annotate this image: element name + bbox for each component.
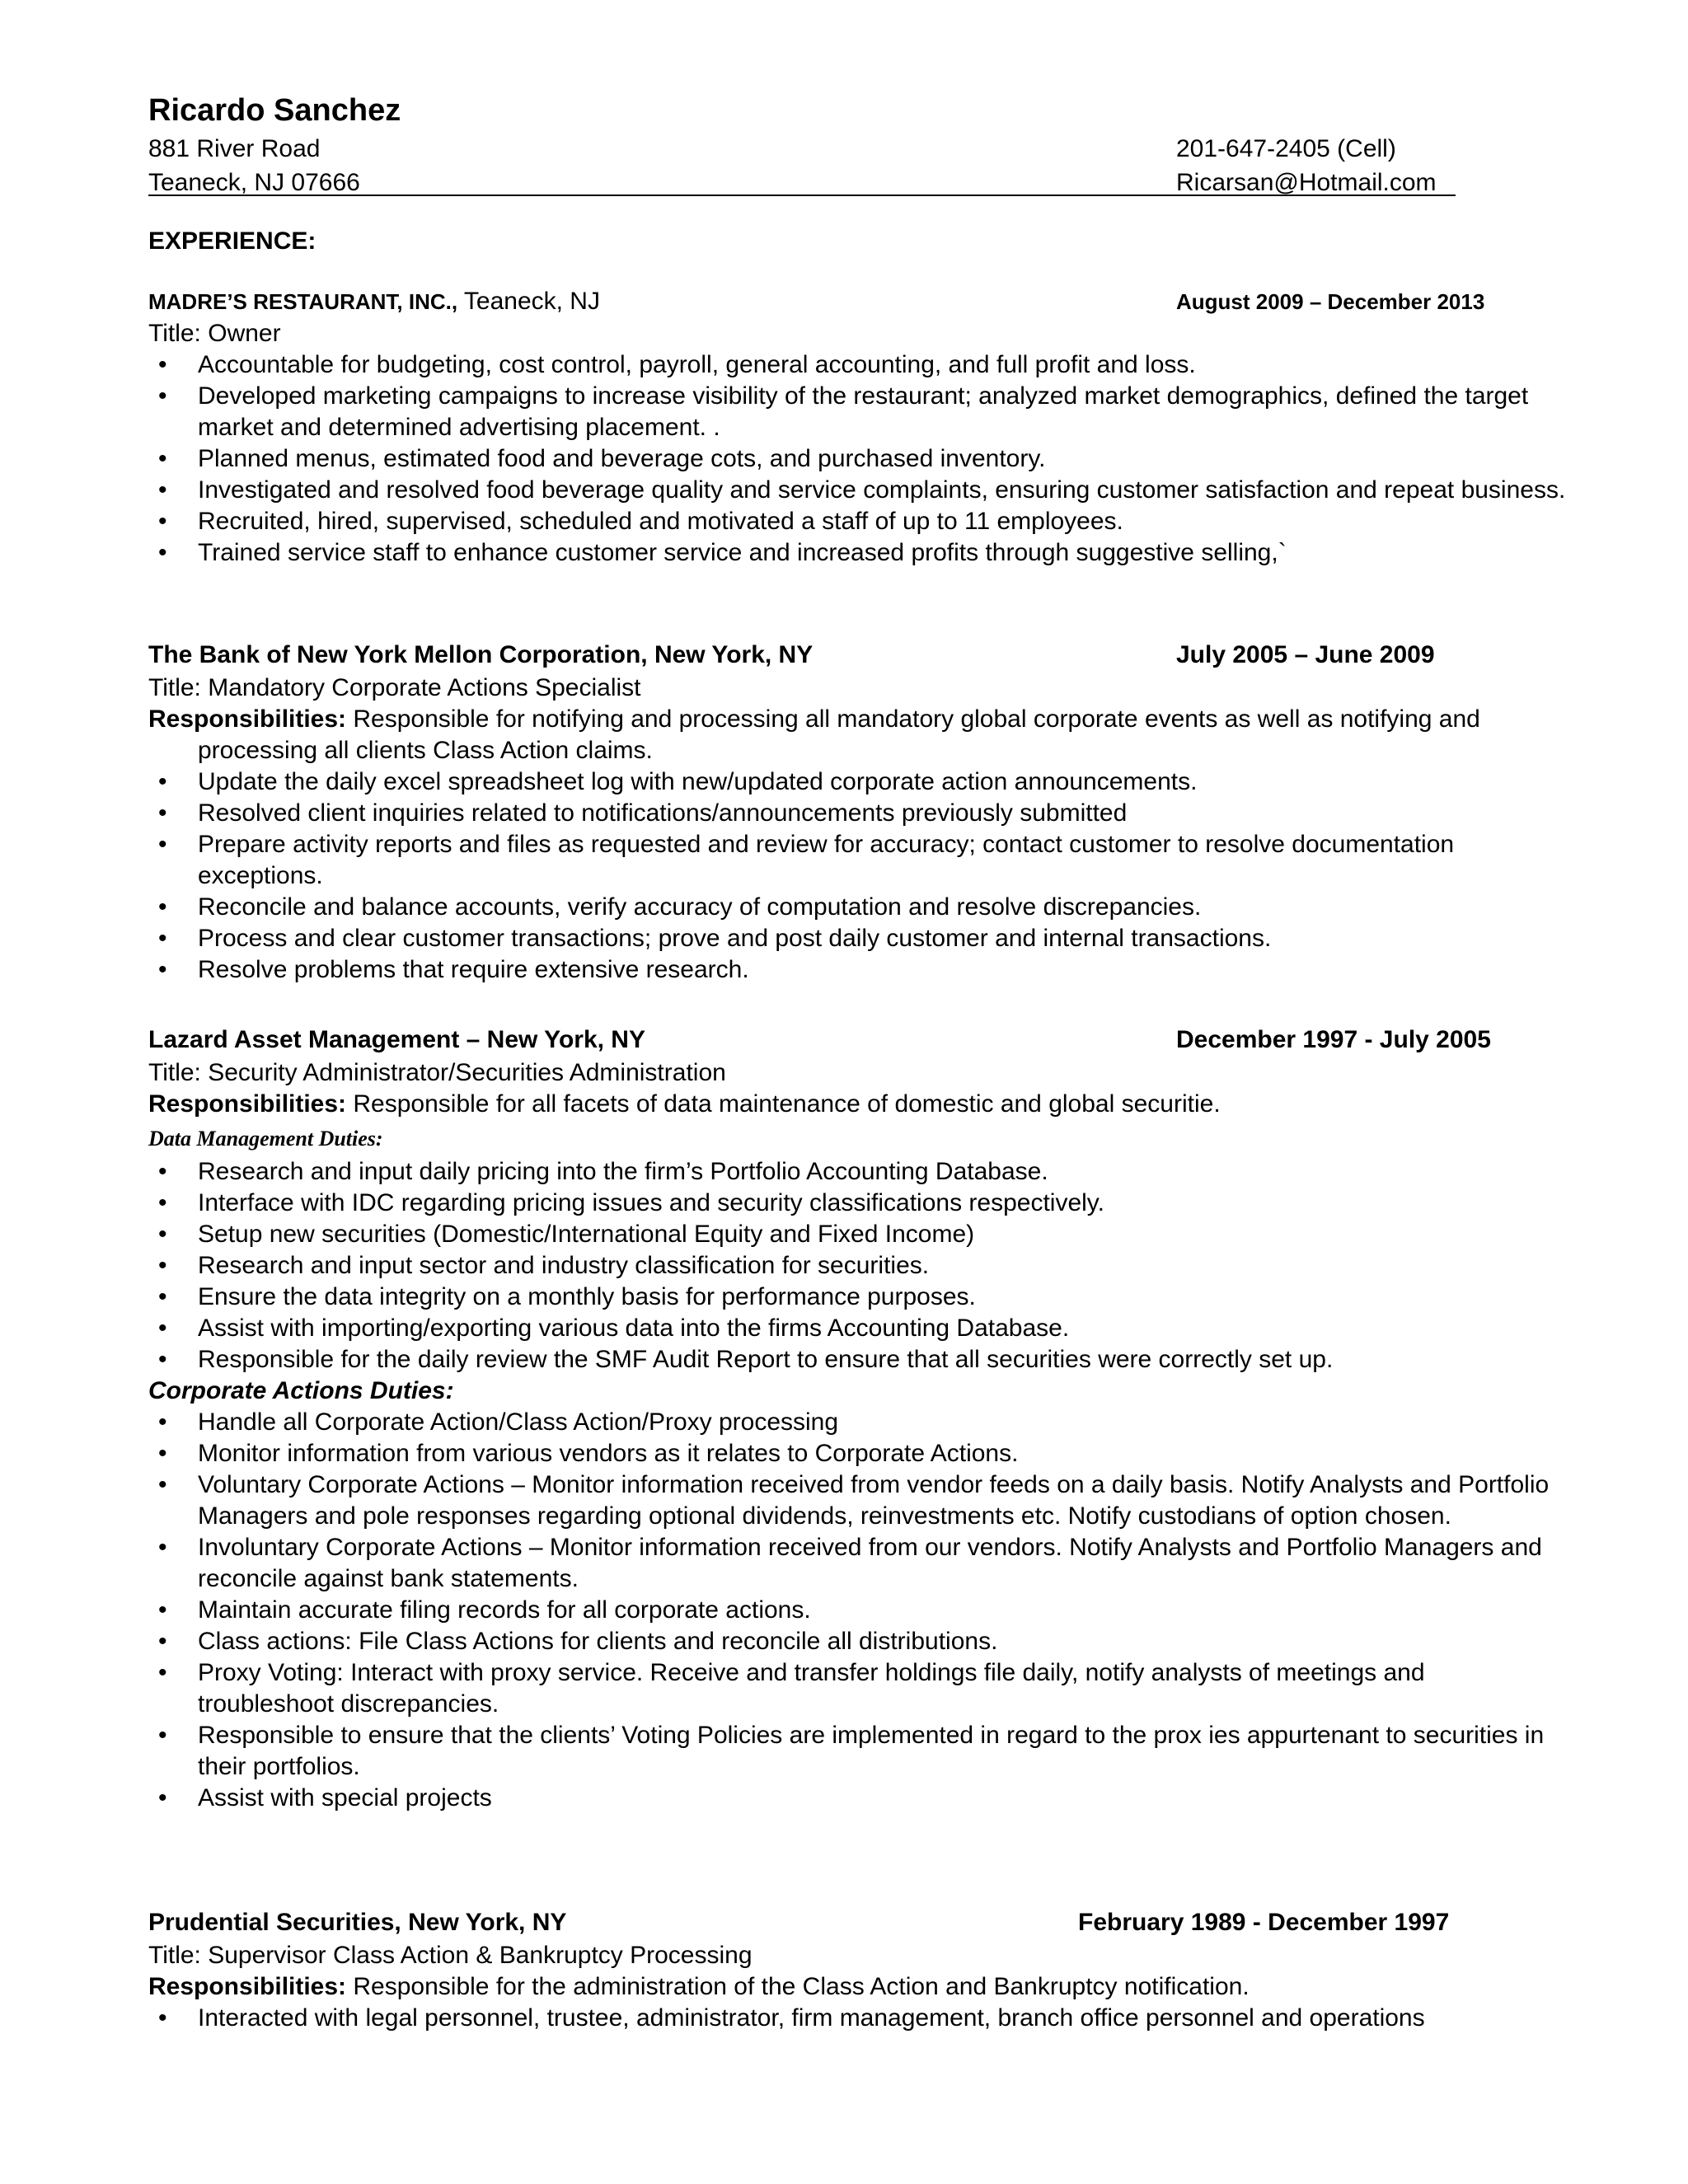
list-item: • Update the daily excel spreadsheet log with new/updated corporate action announcements. bbox=[148, 766, 1566, 798]
responsibilities-text: Responsible for the administration of the Class Action and Bankruptcy notification. bbox=[346, 1973, 1250, 2000]
list-item: • Developed marketing campaigns to increase visibility of the restaurant; analyzed market demographics, defined the target market and determined advertising placement. . bbox=[148, 381, 1566, 443]
list-item: • Handle all Corporate Action/Class Action/Proxy processing bbox=[148, 1407, 1566, 1438]
list-item: • Setup new securities (Domestic/International Equity and Fixed Income) bbox=[148, 1219, 1566, 1250]
list-item: • Resolved client inquiries related to notifications/announcements previously submitted bbox=[148, 798, 1566, 829]
job-header bbox=[148, 1907, 1566, 1940]
responsibilities-text: Responsible for notifying and processing all mandatory global corporate events as well as notifying and processing all clients Class Action claims. bbox=[198, 705, 1480, 764]
job-bullets bbox=[148, 2003, 1566, 2034]
list-item: • Proxy Voting: Interact with proxy service. Receive and transfer holdings file daily, notify analysts of meetings and troubleshoot discrepancies. bbox=[148, 1657, 1566, 1720]
list-item: • Accountable for budgeting, cost control, payroll, general accounting, and full profit and loss. bbox=[148, 349, 1566, 381]
job-header bbox=[148, 285, 1566, 318]
list-item: • Interface with IDC regarding pricing issues and security classifications respectively. bbox=[148, 1188, 1566, 1219]
list-item: • Voluntary Corporate Actions – Monitor information received from vendor feeds on a daily basis. Notify Analysts and Portfolio Managers and pole responses regarding optional dividends, reinvestments etc. Notify custodians of option chosen. bbox=[148, 1469, 1566, 1532]
list-item: • Responsible for the daily review the SMF Audit Report to ensure that all securities were correctly set up. bbox=[148, 1344, 1566, 1376]
data-management-bullets bbox=[148, 1156, 1566, 1376]
job-title: Title: Security Administrator/Securities Administration bbox=[148, 1059, 726, 1086]
corporate-actions-duties-heading: Corporate Actions Duties: bbox=[148, 1377, 454, 1404]
responsibilities-label: Responsibilities: bbox=[148, 705, 347, 733]
address-line-1: 881 River Road bbox=[148, 135, 321, 162]
header-divider bbox=[148, 194, 1456, 196]
list-item: • Process and clear customer transactions; prove and post daily customer and internal transactions. bbox=[148, 923, 1566, 954]
list-item: • Assist with importing/exporting various data into the firms Accounting Database. bbox=[148, 1313, 1566, 1344]
phone-number: 201-647-2405 (Cell) bbox=[1176, 135, 1396, 162]
responsibilities-text: Responsible for all facets of data maintenance of domestic and global securitie. bbox=[346, 1090, 1221, 1118]
responsibilities-label: Responsibilities: bbox=[148, 1090, 347, 1118]
responsibilities bbox=[148, 704, 1566, 766]
list-item: • Trained service staff to enhance customer service and increased profits through suggestive selling,` bbox=[148, 537, 1566, 569]
list-item: • Maintain accurate filing records for all corporate actions. bbox=[148, 1595, 1566, 1626]
address-line-2: Teaneck, NJ 07666 bbox=[148, 169, 360, 196]
responsibilities bbox=[148, 1971, 1566, 2003]
company-name: The Bank of New York Mellon Corporation, New York, NY bbox=[148, 641, 814, 668]
responsibilities bbox=[148, 1089, 1566, 1120]
company-name: Lazard Asset Management – New York, NY bbox=[148, 1026, 645, 1053]
company-name: MADRE’S RESTAURANT, INC., Teaneck, NJ bbox=[148, 288, 600, 315]
list-item: • Monitor information from various vendors as it relates to Corporate Actions. bbox=[148, 1438, 1566, 1469]
job-bullets bbox=[148, 349, 1566, 569]
job-header bbox=[148, 1024, 1566, 1057]
data-management-duties-heading: Data Management Duties: bbox=[148, 1127, 383, 1151]
list-item: • Assist with special projects bbox=[148, 1783, 1566, 1814]
job-bullets bbox=[148, 766, 1566, 986]
job-header bbox=[148, 640, 1566, 673]
candidate-name: Ricardo Sanchez bbox=[148, 93, 401, 128]
job-dates: February 1989 - December 1997 bbox=[1078, 1909, 1450, 1936]
list-item: • Recruited, hired, supervised, scheduled and motivated a staff of up to 11 employees. bbox=[148, 506, 1566, 537]
list-item: • Research and input daily pricing into the firm’s Portfolio Accounting Database. bbox=[148, 1156, 1566, 1188]
email-address[interactable]: Ricarsan@Hotmail.com bbox=[1176, 169, 1437, 196]
company-name: Prudential Securities, New York, NY bbox=[148, 1909, 567, 1936]
company-location: Teaneck, NJ bbox=[457, 288, 600, 315]
list-item: • Involuntary Corporate Actions – Monitor information received from our vendors. Notify Analysts and Portfolio Managers and reconcile against bank statements. bbox=[148, 1532, 1566, 1595]
job-dates: July 2005 – June 2009 bbox=[1176, 641, 1435, 668]
job-entry-prudential bbox=[148, 1907, 1566, 2034]
job-entry-bny-mellon bbox=[148, 640, 1566, 986]
list-item: • Responsible to ensure that the clients’ Voting Policies are implemented in regard to the prox ies appurtenant to securities in their portfolios. bbox=[148, 1720, 1566, 1783]
list-item: • Ensure the data integrity on a monthly basis for performance purposes. bbox=[148, 1282, 1566, 1313]
job-title: Title: Mandatory Corporate Actions Specialist bbox=[148, 674, 641, 701]
list-item: • Research and input sector and industry classification for securities. bbox=[148, 1250, 1566, 1282]
list-item: • Prepare activity reports and files as requested and review for accuracy; contact customer to resolve documentation exceptions. bbox=[148, 829, 1566, 892]
job-dates: August 2009 – December 2013 bbox=[1176, 289, 1485, 314]
list-item: • Reconcile and balance accounts, verify accuracy of computation and resolve discrepancies. bbox=[148, 892, 1566, 923]
contact-row-1 bbox=[148, 133, 1566, 166]
list-item: • Investigated and resolved food beverage quality and service complaints, ensuring customer satisfaction and repeat business. bbox=[148, 475, 1566, 506]
job-entry-lazard bbox=[148, 1024, 1566, 1814]
job-title: Title: Supervisor Class Action & Bankruptcy Processing bbox=[148, 1942, 753, 1969]
list-item: • Resolve problems that require extensive research. bbox=[148, 954, 1566, 986]
corporate-actions-bullets bbox=[148, 1407, 1566, 1814]
job-entry-madres bbox=[148, 285, 1566, 569]
section-title-experience: EXPERIENCE: bbox=[148, 227, 316, 255]
responsibilities-label: Responsibilities: bbox=[148, 1973, 347, 2000]
list-item: • Interacted with legal personnel, trustee, administrator, firm management, branch office personnel and operations bbox=[148, 2003, 1566, 2034]
list-item: • Class actions: File Class Actions for clients and reconcile all distributions. bbox=[148, 1626, 1566, 1657]
job-dates: December 1997 - July 2005 bbox=[1176, 1026, 1491, 1053]
job-title: Title: Owner bbox=[148, 320, 281, 347]
list-item: • Planned menus, estimated food and beverage cots, and purchased inventory. bbox=[148, 443, 1566, 475]
